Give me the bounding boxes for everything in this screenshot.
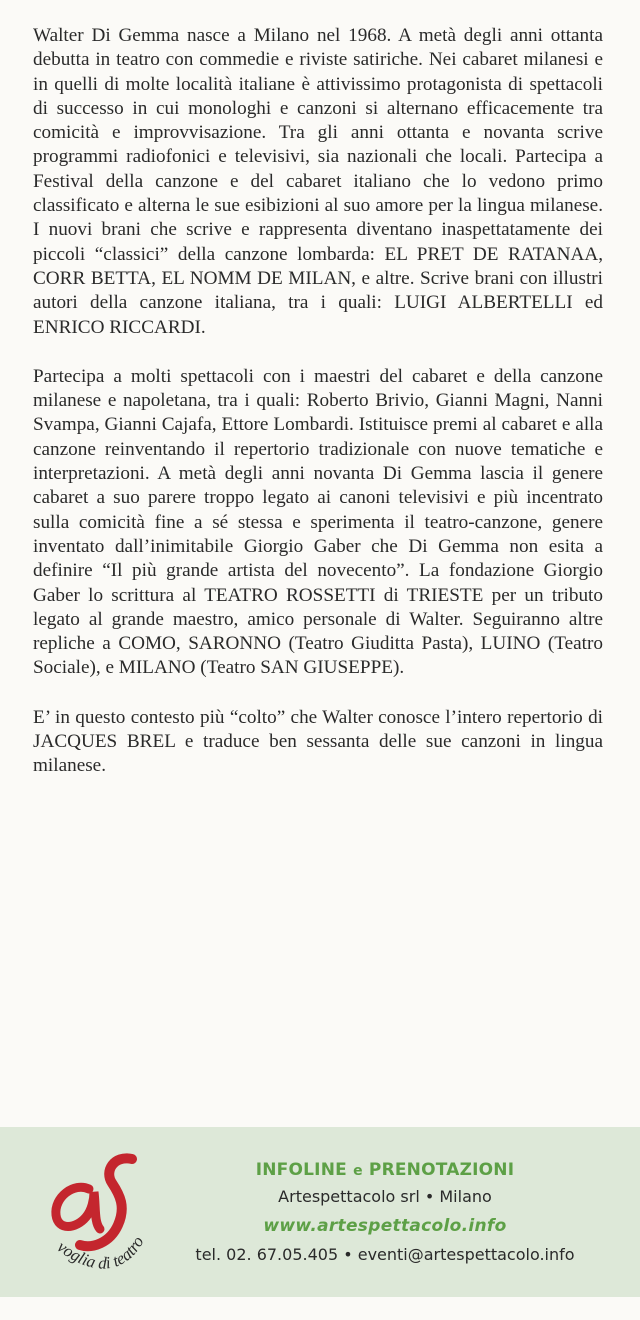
info-footer [0,1127,640,1297]
title-conjunction: e [353,1163,363,1179]
voglia-di-teatro-logo [34,1137,184,1287]
infoline-title [175,1157,595,1183]
phone-email-line: tel. 02. 67.05.405 • eventi@artespettacolo.info [195,1245,575,1264]
company-line: Artespettacolo srl • Milano [278,1187,492,1206]
bottom-margin [0,1297,640,1320]
paragraph-early-career: Walter Di Gemma nasce a Milano nel 1968. A metà degli anni ottanta debutta in teatro con commedie e riviste satiriche. Nei cabaret milanesi e in quelli di molte località italiane è attivissimo protagonista di spettacoli di successo in cui monologhi e canzoni si alternano efficacemente tra comicità e improvvisazione. Tra gli anni ottanta e novanta scrive programmi radiofonici e televisivi, sia nazionali che locali. Partecipa a Festival della canzone e del cabaret italiano che lo vedono primo classificato e alterna le sue esibizioni al suo amore per la lingua milanese. I nuovi brani che scrive e rappresenta diventano inaspettatamente dei piccoli “classici” della canzone lombarda: EL PRET DE RATANAA, CORR BETTA, EL NOMM DE MILAN, e altre. Scrive brani con illustri autori della canzone italiana, tra i quali: LUIGI ALBERTELLI ed ENRICO RICCARDI. [33,25,603,338]
paragraph-cabaret-and-theatre: Partecipa a molti spettacoli con i maestri del cabaret e della canzone milanese e napoletana, tra i quali: Roberto Brivio, Gianni Magni, Nanni Svampa, Gianni Cajafa, Ettore Lombardi. Istituisce premi al cabaret e alla canzone reinventando il repertorio tradizionale con nuove tematiche e interpretazioni. A metà degli anni novanta Di Gemma lascia il genere cabaret a suo parere troppo legato ai canoni televisivi e più incentrato sulla comicità fine a sé stessa e sperimenta il teatro-canzone, genere inventato dall’inimitabile Giorgio Gaber che Di Gemma non esita a definire “Il più grande artista del novecento”. La fondazione Giorgio Gaber lo scrittura al TEATRO ROSSETTI di TRIESTE per un tributo legato al grande maestro, amico personale di Walter. Seguiranno altre repliche a COMO, SARONNO (Teatro Giuditta Pasta), LUINO (Teatro Sociale), e MILANO (Teatro SAN GIUSEPPE). [33,365,603,679]
contact-info [175,1157,595,1269]
logo-monogram-a [56,1187,100,1229]
prenotazioni-label: PRENOTAZIONI [368,1160,515,1180]
biography-text [33,24,603,779]
website-link[interactable]: www.artespettacolo.info [263,1216,507,1236]
logo-monogram-s [80,1158,132,1246]
logo-text: voglia di teatro [53,1232,148,1273]
infoline-label: INFOLINE [255,1160,347,1180]
paragraph-jacques-brel: E’ in questo contesto più “colto” che Walter conosce l’intero repertorio di JACQUES BREL e traduce ben sessanta delle sue canzoni in lingua milanese. [33,706,603,777]
